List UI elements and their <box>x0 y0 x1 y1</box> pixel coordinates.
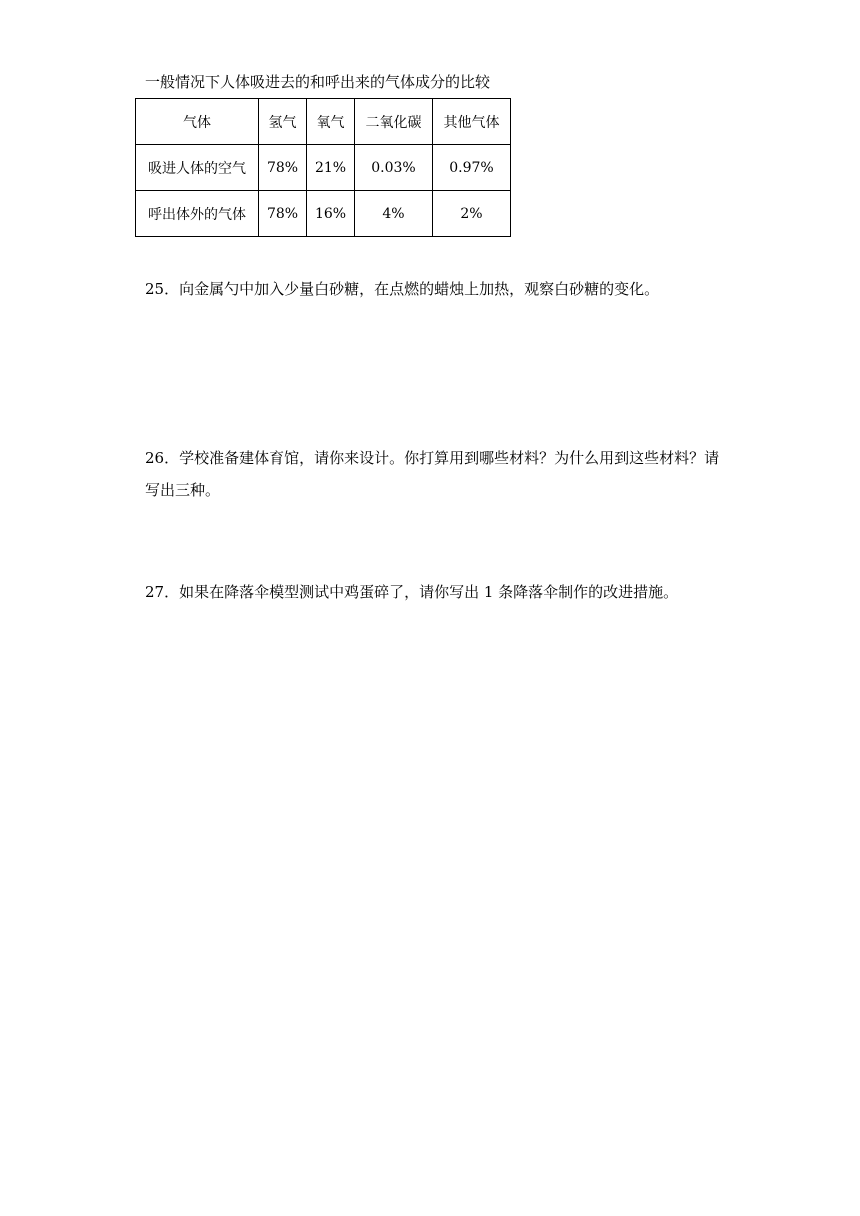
question-27: 27．如果在降落伞模型测试中鸡蛋碎了，请你写出 1 条降落伞制作的改进措施。 <box>145 583 679 601</box>
header-cell-carbon-dioxide: 二氧化碳 <box>355 99 433 145</box>
table-header-row <box>136 99 511 145</box>
row-label-exhaled: 呼出体外的气体 <box>136 191 259 237</box>
table-caption: 一般情况下人体吸进去的和呼出来的气体成分的比较 <box>145 73 491 91</box>
table-cell: 0.03% <box>355 145 433 191</box>
table-cell: 16% <box>307 191 355 237</box>
table-cell: 78% <box>259 191 307 237</box>
table-cell: 2% <box>433 191 511 237</box>
gas-composition-table <box>135 98 511 237</box>
header-cell-gas: 气体 <box>136 99 259 145</box>
header-cell-other-gases: 其他气体 <box>433 99 511 145</box>
table-cell: 78% <box>259 145 307 191</box>
table-cell: 4% <box>355 191 433 237</box>
table-cell: 0.97% <box>433 145 511 191</box>
table-cell: 21% <box>307 145 355 191</box>
table-row <box>136 145 511 191</box>
row-label-inhaled: 吸进人体的空气 <box>136 145 259 191</box>
question-26: 26．学校准备建体育馆，请你来设计。你打算用到哪些材料？为什么用到这些材料？请写出三种。 <box>145 449 720 499</box>
header-cell-hydrogen: 氢气 <box>259 99 307 145</box>
question-25: 25．向金属勺中加入少量白砂糖，在点燃的蜡烛上加热，观察白砂糖的变化。 <box>145 280 660 298</box>
header-cell-oxygen: 氧气 <box>307 99 355 145</box>
table-row <box>136 191 511 237</box>
